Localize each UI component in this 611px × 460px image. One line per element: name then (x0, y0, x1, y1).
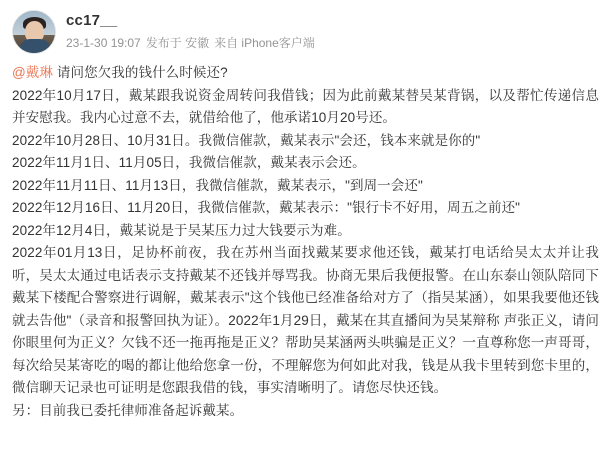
post-paragraph: 2022年11月1日、11月05日，我微信催款，戴某表示会还。 (12, 155, 366, 170)
post-paragraph: 2022年11月11日、11月13日，我微信催款，戴某表示，"到周一会还" (12, 177, 423, 193)
post-header (12, 10, 599, 56)
post-paragraph: 2022年12月16日、11月20日，我微信催款，戴某表示："银行卡不好用，周五之前还" (12, 200, 521, 215)
post-source[interactable]: 来自 iPhone客户端 (214, 36, 315, 50)
post-header-text (66, 10, 315, 51)
user-avatar[interactable] (12, 10, 56, 54)
post-paragraph: 2022年12月4日，戴某说是于吴某压力过大钱要示为难。 (12, 222, 351, 238)
post-location: 发布于 安徽 (145, 36, 210, 50)
mention-link[interactable]: @戴琳 (12, 65, 54, 80)
post-meta (66, 35, 315, 51)
avatar-body (20, 39, 50, 53)
post-timestamp: 23-1-30 19:07 (66, 36, 141, 50)
post-paragraph: 2022年10月17日，戴某跟我说资金周转问我借钱；因为此前戴某替吴某背锅，以及帮忙传递信息并安慰我。我内心过意不去，就借给他了，他承诺10月20号还。 (12, 87, 599, 125)
post-paragraph: 2022年10月28日、10月31日。我微信催款，戴某表示"会还，钱本来就是你的" (12, 132, 481, 148)
intro-question: 请问您欠我的钱什么时候还? (53, 65, 228, 80)
post-paragraph: 另：目前我已委托律师准备起诉戴某。 (12, 402, 244, 418)
post-paragraph: 2022年01月13日，足协杯前夜，我在苏州当面找戴某要求他还钱，戴某打电话给吴太太并让我听，吴太太通过电话表示支持戴某不还钱并辱骂我。协商无果后我便报警。在山东泰山领队陪同下戴某下楼配合警察进行调解，戴某表示"这个钱他已经准备给对方了（指吴某涵），如果我要他还钱就去告他"（录音和报警回执为证）。2022年1月29日，戴某在其直播间为吴某辩称 声张正义，请问你眼里何为正义？欠钱不还一拖再拖是正义？帮助吴某涵两头哄骗是正义？一直尊称您一声哥哥，每次给吴某寄吃的喝的都让他给您拿一份，不理解您为何如此对我，钱是从我卡里转到您卡里的，微信聊天记录也可证明是您跟我借的钱，事实清晰明了。请您尽快还钱。 (12, 245, 599, 395)
author-username[interactable]: cc17__ (66, 12, 118, 29)
post-content (12, 62, 599, 422)
post-paragraph-intro (12, 62, 599, 85)
